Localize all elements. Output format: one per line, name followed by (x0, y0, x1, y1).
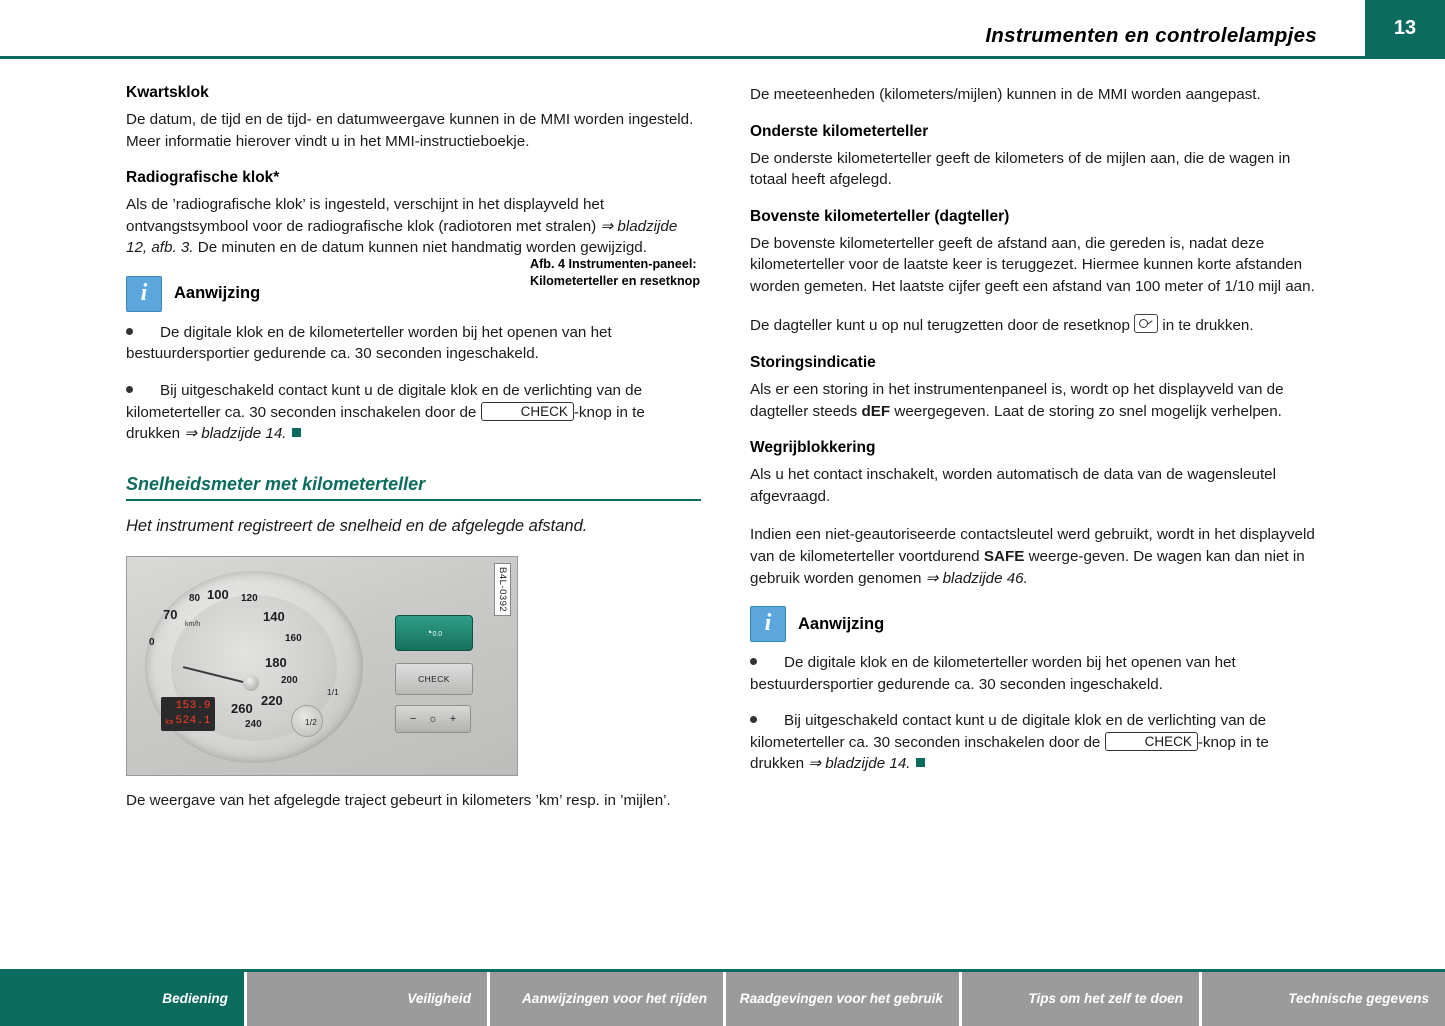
figure-caption: Afb. 4 Instrumenten-paneel: Kilometerteller en resetknop (530, 257, 701, 288)
dagteller-text-a: De dagteller kunt u op nul terugzetten door de resetknop (750, 317, 1135, 335)
note-bullet-right-1-text: De digitale klok en de kilometerteller worden bij het openen van het bestuurdersportier gedurende ca. 30 seconden ingeschakeld. (750, 654, 1236, 693)
reset-knop-icon: ◔0.0 (425, 626, 443, 639)
bullet-dot-icon (126, 328, 133, 335)
dial-number-70: 70 (163, 606, 178, 622)
reset-button[interactable] (395, 615, 473, 651)
fuel-mark-half: 1/2 (305, 716, 317, 727)
figure-code: B4L-0392 (494, 563, 511, 616)
info-icon (750, 606, 786, 642)
heading-radiografische-klok: Radiografische klok* (126, 169, 280, 187)
info-icon (126, 276, 162, 312)
radio-cross-reference: ⇒ bladzijde 12, afb. 3. (126, 217, 678, 257)
check-key-icon: CHECK (481, 402, 574, 421)
dial-number-180: 180 (265, 654, 287, 670)
section-lead: Het instrument registreert de snelheid en de afgelegde afstand. (126, 516, 588, 535)
right-column (750, 84, 1325, 790)
heading-kwartsklok: Kwartsklok (126, 84, 209, 101)
dial-number-140: 140 (263, 608, 285, 624)
note-label-left: Aanwijzing (174, 284, 261, 303)
paragraph-onderste-kilometerteller: De onderste kilometerteller geeft de kilometers of de mijlen aan, die de wagen in totaal heeft afgelegd. (750, 149, 1291, 189)
footer-tab-raadgevingen-gebruik[interactable]: Raadgevingen voor het gebruik (726, 972, 962, 1026)
note-bullet-left-2-text-a: Bij uitgeschakeld contact kunt u de digitale klok en de verlichting van de kilometerteller ca. 30 seconden inschakelen door de (126, 382, 643, 421)
note-bullet-left-2-text-b: -knop in te drukken (126, 403, 645, 443)
plus-label: + (449, 712, 457, 725)
paragraph-bovenste-kilometerteller: De bovenste kilometerteller geeft de afstand aan, die gereden is, nadat deze kilometerteller voor de laatste keer is teruggezet. Hiermee kunnen korte afstanden worden gemeten. Het laatste cijfer geeft een afstand van 100 meter of 1/10 mijl aan. (750, 234, 1315, 295)
note-label-right: Aanwijzing (798, 614, 885, 633)
section-divider (126, 499, 701, 501)
dial-number-80: 80 (189, 592, 201, 604)
end-marker-icon (292, 428, 301, 437)
header-divider (0, 56, 1445, 59)
dial-number-100: 100 (207, 586, 229, 602)
safe-code: SAFE (983, 547, 1025, 565)
note-bullet-left-1 (126, 322, 701, 365)
page-number: 13 (1365, 0, 1445, 56)
storing-code: dEF (861, 402, 891, 420)
note-bullet-right-2 (750, 710, 1325, 775)
odometer-total-value: 524.1 (175, 714, 211, 727)
lamp-icon: ☼ (427, 712, 439, 725)
storing-text-a: Als er een storing in het instrumentenpaneel is, wordt op het displayveld van de dagteller steeds (750, 381, 1284, 420)
radio-text-part2: De minuten en de datum kunnen niet handmatig worden gewijzigd. (193, 239, 647, 257)
dagteller-text-b: in te drukken. (1158, 317, 1254, 335)
heading-storingsindicatie: Storingsindicatie (750, 354, 876, 372)
wegrij-text-a: Indien een niet-geautoriseerde contactsleutel werd gebruikt, wordt in het displayveld van de kilometerteller voortdurend (750, 526, 1315, 565)
footer-tabs (0, 972, 1445, 1026)
note-bullet-left-2-ref: ⇒ bladzijde 14. (184, 425, 287, 443)
dimmer-button[interactable] (395, 705, 471, 733)
dial-number-120: 120 (241, 592, 258, 604)
note-bullet-left-1-text: De digitale klok en de kilometerteller worden bij het openen van het bestuurdersportier gedurende ca. 30 seconden ingeschakeld. (126, 323, 612, 363)
dial-number-260: 260 (231, 700, 253, 716)
note-bullet-right-1 (750, 652, 1325, 695)
wegrij-text-b: weerge-geven. De wagen kan dan niet in gebruik worden genomen (750, 547, 1305, 587)
note-header-right (750, 606, 1325, 642)
section-title-snelheidsmeter: Snelheidsmeter met kilometerteller (126, 473, 426, 494)
note-bullet-left-2 (126, 380, 701, 445)
left-column (126, 84, 701, 828)
paragraph-kwartsklok: De datum, de tijd en de tijd- en datumweergave kunnen in de MMI worden ingesteld. Meer informatie hierover vindt u in het MMI-instructieboekje. (126, 111, 694, 150)
fuel-mark-full: 1/1 (327, 686, 339, 697)
dial-number-200: 200 (281, 674, 298, 686)
paragraph-dagteller-reset (750, 314, 1325, 337)
speedometer-dial (145, 571, 363, 763)
dial-number-0: 0 (149, 636, 155, 648)
odometer-unit-label: km (165, 718, 174, 727)
footer-tab-aanwijzingen-rijden[interactable]: Aanwijzingen voor het rijden (490, 972, 726, 1026)
dial-number-240: 240 (245, 718, 262, 730)
bullet-dot-icon (126, 386, 133, 393)
paragraph-weergave: De weergave van het afgelegde traject gebeurt in kilometers ’km’ resp. in ’mijlen’. (126, 791, 671, 809)
footer-tab-bediening[interactable]: Bediening (0, 972, 247, 1026)
heading-wegrijblokkering: Wegrijblokkering (750, 439, 876, 457)
paragraph-storingsindicatie (750, 379, 1325, 422)
odometer-trip-value: 153.9 (175, 699, 211, 712)
paragraph-meeteenheden: De meeteenheden (kilometers/mijlen) kunnen in de MMI worden aangepast. (750, 86, 1261, 103)
minus-label: − (409, 712, 417, 725)
radio-text-part1: Als de ’radiografische klok’ is ingesteld, verschijnt in het displayveld het ontvangstsymbool voor de radiografische klok (radiotoren met stralen) (126, 196, 605, 235)
page-header (0, 0, 1445, 58)
paragraph-radiografische-klok (126, 194, 701, 259)
note-bullet-right-2-ref: ⇒ bladzijde 14. (808, 755, 911, 773)
reset-knop-icon (1134, 314, 1158, 333)
footer-tab-veiligheid[interactable]: Veiligheid (247, 972, 490, 1026)
dial-unit-label: km/h (185, 620, 201, 628)
wegrij-cross-reference: ⇒ bladzijde 46. (925, 569, 1028, 587)
check-button[interactable]: CHECK (395, 663, 473, 695)
odometer-display (161, 697, 215, 731)
page-title: Instrumenten en controlelampjes (985, 24, 1317, 47)
storing-text-b: weergegeven. Laat de storing zo snel mogelijk verhelpen. (890, 402, 1282, 420)
footer-tab-tips-zelf-doen[interactable]: Tips om het zelf te doen (962, 972, 1202, 1026)
heading-onderste-kilometerteller: Onderste kilometerteller (750, 122, 929, 140)
dial-number-160: 160 (285, 632, 302, 644)
figure-instrument-panel (126, 556, 518, 776)
footer-tab-technische-gegevens[interactable]: Technische gegevens (1202, 972, 1445, 1026)
needle-hub (243, 675, 259, 691)
end-marker-icon (916, 758, 925, 767)
check-key-icon: CHECK (1105, 732, 1198, 751)
note-bullet-right-2-text-b: -knop in te drukken (750, 733, 1269, 773)
paragraph-wegrijblokkering-1: Als u het contact inschakelt, worden automatisch de data van de wagensleutel afgevraagd. (750, 466, 1276, 505)
note-bullet-right-2-text-a: Bij uitgeschakeld contact kunt u de digitale klok en de verlichting van de kilometerteller ca. 30 seconden inschakelen door de (750, 712, 1267, 751)
dial-number-220: 220 (261, 692, 283, 708)
heading-bovenste-kilometerteller: Bovenste kilometerteller (dagteller) (750, 207, 1010, 225)
paragraph-wegrijblokkering-2 (750, 524, 1325, 589)
